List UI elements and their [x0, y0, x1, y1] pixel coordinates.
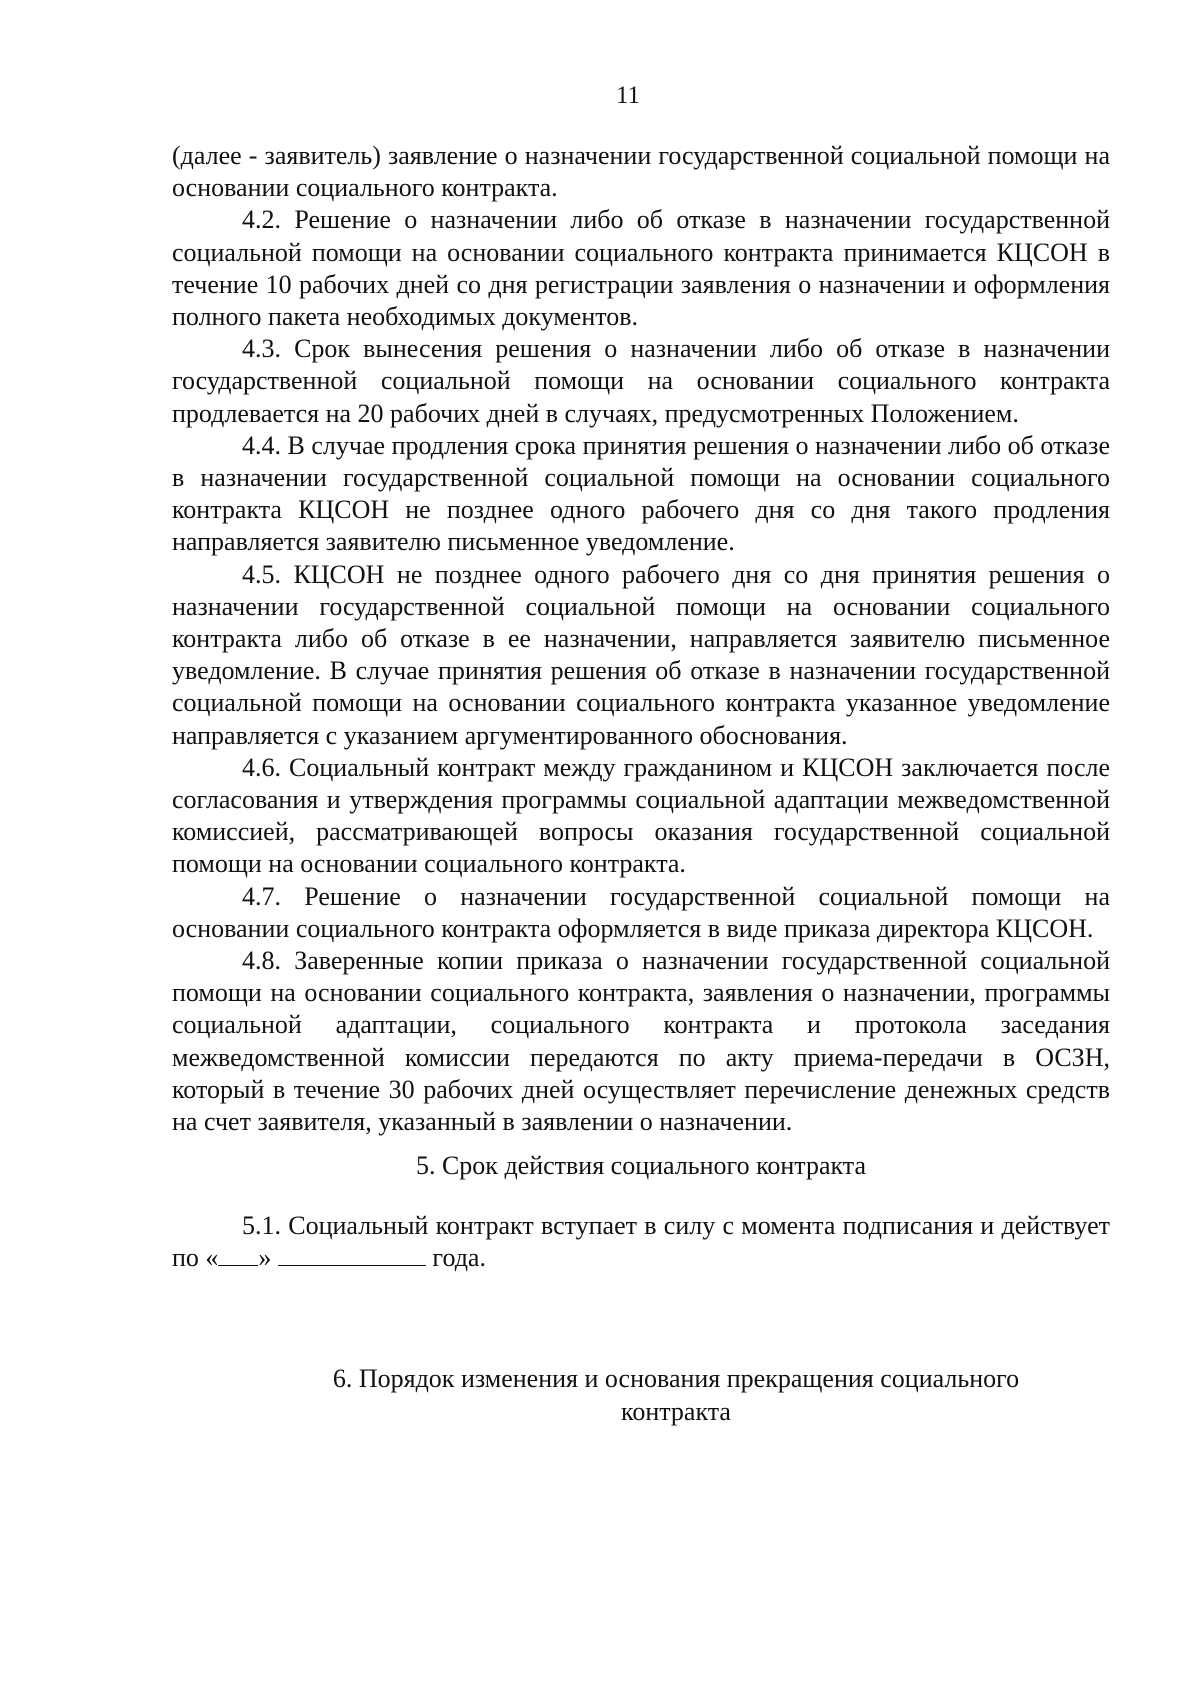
open-quote: «: [205, 1242, 219, 1272]
paragraph-4-3: 4.3. Срок вынесения решения о назначении либо об отказе в назначении государственной социальной помощи на основании социального контракта продлевается на 20 рабочих дней в случаях, предусмотренных Положением.: [172, 334, 1110, 428]
month-blank-line: [278, 1243, 426, 1266]
paragraph-4-4: 4.4. В случае продления срока принятия решения о назначении либо об отказе в назначении государственной социальной помощи на основании социального контракта КЦСОН не позднее одного рабочего дня со дня такого продления направляется заявителю письменное уведомление.: [172, 430, 1110, 557]
page-number: 11: [615, 82, 641, 109]
paragraph-continuation: (далее - заявитель) заявление о назначении государственной социальной помощи на основании социального контракта.: [172, 141, 1110, 203]
paragraph-4-8: 4.8. Заверенные копии приказа о назначении государственной социальной помощи на основании социального контракта, заявления о назначении, программы социальной адаптации, социального контракта и протокола заседания межведомственной комиссии передаются по акту приема-передачи в ОСЗН, который в течение 30 рабочих дней осуществляет перечисление денежных средств на счет заявителя, указанный в заявлении о назначении.: [172, 946, 1110, 1137]
paragraph-4-2: 4.2. Решение о назначении либо об отказе в назначении государственной социальной помощи на основании социального контракта принимается КЦСОН в течение 10 рабочих дней со дня регистрации заявления о назначении и оформления полного пакета необходимых документов.: [172, 205, 1110, 332]
paragraph-5-1: [172, 1210, 1110, 1274]
close-quote: »: [258, 1242, 272, 1272]
paragraph-4-5: 4.5. КЦСОН не позднее одного рабочего дня со дня принятия решения о назначении государственной социальной помощи на основании социального контракта либо об отказе в ее назначении, направляется заявителю письменное уведомление. В случае принятия решения об отказе в назначении государственной социальной помощи на основании социального контракта указанное уведомление направляется с указанием аргументированного обоснования.: [172, 559, 1110, 750]
paragraph-4-6: 4.6. Социальный контракт между гражданином и КЦСОН заключается после согласования и утверждения программы социальной адаптации межведомственной комиссией, рассматривающей вопросы оказания государственной социальной помощи на основании социального контракта.: [172, 752, 1110, 879]
section-6-heading: 6. Порядок изменения и основания прекращения социального контракта: [332, 1363, 1020, 1426]
document-body: [172, 140, 1110, 1428]
paragraph-4-7: 4.7. Решение о назначении государственной социальной помощи на основании социального контракта оформляется в виде приказа директора КЦСОН.: [172, 881, 1110, 943]
section-5-heading: 5. Срок действия социального контракта: [415, 1151, 867, 1181]
day-blank-line: [218, 1243, 258, 1266]
year-word: года.: [432, 1242, 486, 1272]
paragraph-5-1-text: 5.1. Социальный контракт вступает в силу с момента подписания и действует по: [172, 1210, 1110, 1272]
